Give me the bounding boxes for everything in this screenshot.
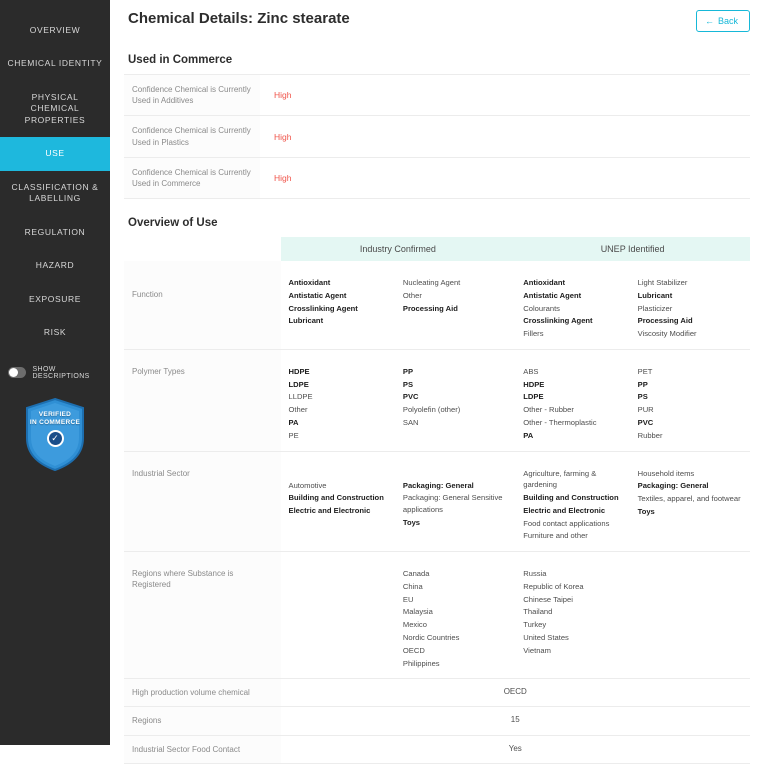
- list-item: Viscosity Modifier: [637, 329, 697, 339]
- table-row-food-contact: [124, 735, 750, 763]
- sidebar-item-regulation[interactable]: REGULATION: [24, 226, 86, 237]
- list-item: Plasticizer: [637, 303, 673, 313]
- list-item: Antioxidant: [288, 278, 331, 288]
- list-item: Antioxidant: [523, 278, 566, 288]
- back-button-label: Back: [717, 16, 738, 26]
- table-row-regions-registered: [124, 552, 750, 679]
- list-item: Agriculture, farming & gardening: [523, 468, 597, 490]
- list-item: PVC: [637, 418, 654, 428]
- row-value: High: [260, 157, 750, 198]
- toggle-knob-icon: [9, 368, 18, 377]
- list-item: Mexico: [402, 620, 427, 630]
- list-item: Malaysia: [402, 607, 433, 617]
- list-item: Processing Aid: [402, 303, 458, 313]
- arrow-left-icon: ←: [704, 15, 714, 26]
- sector-unep-col1: [523, 468, 627, 544]
- polymer-unep-cell: [515, 349, 750, 451]
- list-item: SAN: [402, 418, 419, 428]
- list-item: Thailand: [523, 607, 553, 617]
- regions-industry-cell: [281, 552, 516, 679]
- table-row: [124, 75, 750, 116]
- list-item: Building and Construction: [523, 493, 619, 503]
- function-industry-col2: [403, 277, 507, 328]
- sector-industry-col1: [289, 480, 393, 530]
- table-row-polymer-types: [124, 349, 750, 451]
- regions-unep-col1: [523, 568, 627, 657]
- list-item: PA: [288, 418, 299, 428]
- list-item: EU: [402, 594, 414, 604]
- sidebar-item-hazard[interactable]: HAZARD: [35, 260, 75, 271]
- overview-of-use-table: [124, 237, 750, 764]
- list-item: Processing Aid: [637, 316, 693, 326]
- sector-industry-cell: [281, 451, 516, 552]
- list-item: Other: [402, 290, 422, 300]
- page-title: Chemical Details: Zinc stearate: [128, 10, 350, 27]
- list-item: Electric and Electronic: [523, 505, 606, 515]
- polymer-unep-col1: [523, 366, 627, 443]
- list-item: PET: [637, 366, 653, 376]
- check-icon: ✓: [49, 432, 62, 445]
- list-item: PS: [637, 392, 648, 402]
- regions-unep-col2: [638, 568, 742, 657]
- list-item: Colourants: [523, 303, 560, 313]
- list-item: HDPE: [288, 366, 310, 376]
- list-item: United States: [523, 632, 569, 642]
- sidebar-item-chemical-identity[interactable]: CHEMICAL IDENTITY: [7, 58, 103, 69]
- list-item: Toys: [402, 517, 421, 527]
- polymer-unep-col2: [638, 366, 742, 443]
- list-item: Turkey: [523, 620, 547, 630]
- list-item: LDPE: [523, 392, 544, 402]
- used-in-commerce-table: [124, 74, 750, 199]
- badge-text: [30, 411, 80, 427]
- list-item: Crosslinking Agent: [523, 316, 593, 326]
- list-item: LLDPE: [288, 392, 313, 402]
- list-item: Textiles, apparel, and footwear: [637, 494, 741, 504]
- sidebar-item-overview[interactable]: OVERVIEW: [29, 25, 81, 35]
- list-item: Canada: [402, 569, 430, 579]
- verified-badge: [24, 398, 86, 472]
- list-item: Crosslinking Agent: [288, 303, 358, 313]
- list-item: Nucleating Agent: [402, 278, 461, 288]
- row-label: Industrial Sector Food Contact: [124, 735, 281, 763]
- table-row: [124, 116, 750, 157]
- list-item: PS: [402, 379, 414, 389]
- used-in-commerce-title: Used in Commerce: [128, 54, 233, 66]
- header-industry-label: Industry Confirmed: [281, 237, 516, 261]
- verified-badge-shield: [24, 398, 86, 472]
- polymer-industry-col1: [289, 366, 393, 443]
- row-value: Yes: [281, 735, 751, 763]
- list-item: OECD: [402, 645, 425, 655]
- table-row-hpv: [124, 679, 750, 707]
- sidebar: [0, 0, 110, 745]
- function-industry-col1: [289, 277, 393, 328]
- list-item: Fillers: [523, 329, 544, 339]
- regions-industry-col2: [403, 568, 507, 670]
- list-item: Other - Rubber: [523, 405, 574, 415]
- show-descriptions-label: SHOW DESCRIPTIONS: [32, 365, 90, 380]
- header-industry-confirmed: [281, 237, 516, 261]
- list-item: PP: [637, 379, 648, 389]
- polymer-industry-col2: [403, 366, 507, 443]
- list-item: PVC: [402, 392, 419, 402]
- list-item: Other: [288, 405, 308, 415]
- badge-check-circle: [47, 430, 64, 447]
- table-row-industrial-sector: [124, 451, 750, 552]
- list-item: Toys: [637, 506, 655, 516]
- sidebar-item-exposure[interactable]: EXPOSURE: [28, 293, 82, 304]
- row-value: High: [260, 75, 750, 116]
- function-unep-cell: [515, 261, 750, 349]
- list-item: Republic of Korea: [523, 581, 584, 591]
- list-item: Philippines: [402, 658, 440, 668]
- table-row-function: [124, 261, 750, 349]
- back-button[interactable]: [696, 10, 750, 32]
- list-item: Vietnam: [523, 645, 551, 655]
- list-item: Antistatic Agent: [523, 290, 582, 300]
- list-item: Other - Thermoplastic: [523, 418, 597, 428]
- function-industry-cell: [281, 261, 516, 349]
- badge-line-2: IN COMMERCE: [29, 418, 81, 426]
- list-item: China: [402, 581, 423, 591]
- list-item: PP: [402, 366, 414, 376]
- list-item: Food contact applications: [523, 518, 610, 528]
- list-item: PA: [523, 430, 534, 440]
- list-item: Lubricant: [637, 290, 673, 300]
- toggle-switch-icon[interactable]: [8, 367, 26, 378]
- sidebar-item-physical-chemical-properties[interactable]: PHYSICAL CHEMICAL PROPERTIES: [24, 91, 86, 125]
- row-label: Confidence Chemical is Currently Used in Additives: [124, 75, 260, 116]
- list-item: Russia: [523, 569, 547, 579]
- page-header: [124, 0, 750, 36]
- row-label: Regions where Substance is Registered: [124, 552, 281, 679]
- list-item: ABS: [523, 366, 539, 376]
- row-value: 15: [281, 707, 751, 735]
- list-item: Chinese Taipei: [523, 594, 573, 604]
- row-label: Confidence Chemical is Currently Used in Plastics: [124, 116, 260, 157]
- header-unep-identified: [515, 237, 750, 261]
- row-label: Function: [124, 261, 281, 349]
- list-item: PUR: [637, 405, 654, 415]
- row-value: High: [260, 116, 750, 157]
- sector-industry-col2: [403, 480, 507, 530]
- sidebar-item-use[interactable]: USE: [0, 137, 110, 170]
- sector-unep-col2: [638, 468, 742, 544]
- function-unep-col2: [638, 277, 742, 341]
- row-label: Confidence Chemical is Currently Used in Commerce: [124, 157, 260, 198]
- show-descriptions-toggle[interactable]: [0, 366, 110, 380]
- sidebar-item-classification-labelling[interactable]: CLASSIFICATION & LABELLING: [11, 181, 99, 204]
- sector-unep-cell: [515, 451, 750, 552]
- list-item: Packaging: General: [402, 480, 474, 490]
- row-label: High production volume chemical: [124, 679, 281, 707]
- row-value: OECD: [281, 679, 751, 707]
- list-item: Automotive: [288, 480, 327, 490]
- list-item: Furniture and other: [523, 531, 588, 541]
- list-item: LDPE: [288, 379, 309, 389]
- overview-of-use-title: Overview of Use: [128, 217, 218, 230]
- function-unep-col1: [523, 277, 627, 341]
- table-row: [124, 157, 750, 198]
- regions-industry-col1: [289, 568, 393, 670]
- table-header-row: [124, 237, 750, 261]
- main-content: [110, 0, 768, 754]
- list-item: Household items: [637, 468, 695, 478]
- list-item: Polyolefin (other): [402, 405, 461, 415]
- list-item: Electric and Electronic: [288, 506, 371, 516]
- header-unep-label: UNEP Identified: [515, 237, 750, 261]
- list-item: Light Stabilizer: [637, 278, 688, 288]
- list-item: PE: [288, 430, 299, 440]
- row-label: Industrial Sector: [124, 451, 281, 552]
- list-item: Building and Construction: [288, 493, 384, 503]
- list-item: Antistatic Agent: [288, 290, 347, 300]
- list-item: Nordic Countries: [402, 632, 460, 642]
- regions-unep-cell: [515, 552, 750, 679]
- list-item: Rubber: [637, 430, 663, 440]
- sidebar-item-risk[interactable]: RISK: [43, 327, 67, 338]
- list-item: HDPE: [523, 379, 545, 389]
- table-row-regions-count: [124, 707, 750, 735]
- row-label: Polymer Types: [124, 349, 281, 451]
- row-label: Regions: [124, 707, 281, 735]
- badge-line-1: VERIFIED: [38, 410, 72, 418]
- list-item: Packaging: General Sensitive applications: [402, 493, 503, 515]
- polymer-industry-cell: [281, 349, 516, 451]
- list-item: Packaging: General: [637, 481, 709, 491]
- list-item: Lubricant: [288, 316, 324, 326]
- header-spacer: [124, 237, 281, 261]
